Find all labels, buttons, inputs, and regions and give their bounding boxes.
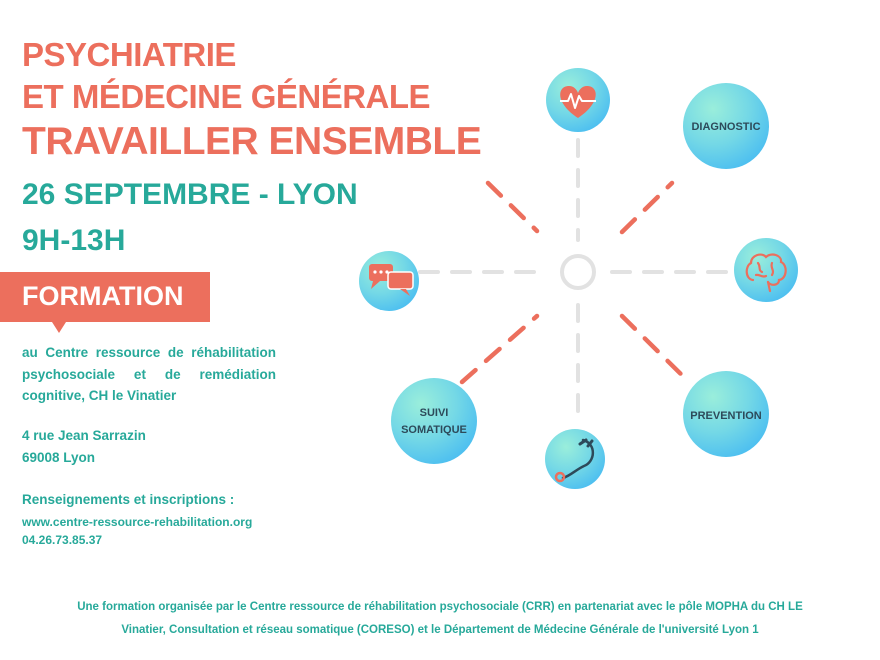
venue-street: 4 rue Jean Sarrazin — [22, 428, 146, 443]
venue-description: au Centre ressource de réhabilitation psychosociale et de remédiation cognitive, CH le Vinatier — [22, 345, 276, 403]
suivi-label-line-2: SOMATIQUE — [401, 424, 467, 436]
event-hours: 9H-13H — [22, 224, 126, 257]
contact-phone[interactable]: 04.26.73.85.37 — [22, 533, 103, 547]
center-ring — [562, 256, 594, 288]
formation-banner: FORMATION — [0, 272, 210, 322]
title-line-3: TRAVAILLER ENSEMBLE — [22, 120, 482, 163]
title-line-2: ET MÉDECINE GÉNÉRALE — [22, 78, 431, 115]
spoke-bottom-left — [462, 316, 537, 382]
heart-node — [546, 68, 610, 132]
venue-city: 69008 Lyon — [22, 450, 96, 465]
contact-label: Renseignements et inscriptions : — [22, 492, 235, 507]
title-line-1: PSYCHIATRIE — [22, 36, 236, 73]
stethoscope-node — [545, 429, 605, 489]
prevention-node — [683, 371, 769, 457]
footer-line-2: Vinatier, Consultation et réseau somatique (CORESO) et le Département de Médecine Générale de l'université Lyon 1 — [121, 624, 759, 636]
spoke-top-left — [488, 183, 537, 231]
spoke-top-right — [622, 183, 672, 232]
diagnostic-node — [683, 83, 769, 169]
brain-node — [734, 238, 798, 302]
footer-line-1: Une formation organisée par le Centre ressource de réhabilitation psychosociale (CRR) en partenariat avec le pôle MOPHA du CH LE — [77, 601, 803, 613]
contact-website-link[interactable]: www.centre-ressource-rehabilitation.org — [22, 515, 253, 529]
diagnostic-label: DIAGNOSTIC — [691, 121, 761, 133]
event-date: 26 SEPTEMBRE - LYON — [22, 178, 358, 211]
prevention-label: PREVENTION — [690, 410, 762, 422]
spoke-bottom-right — [622, 316, 690, 383]
chat-node — [359, 251, 419, 311]
suivi-somatique-node — [391, 378, 477, 464]
suivi-label-line-1: SUIVI — [419, 407, 449, 419]
